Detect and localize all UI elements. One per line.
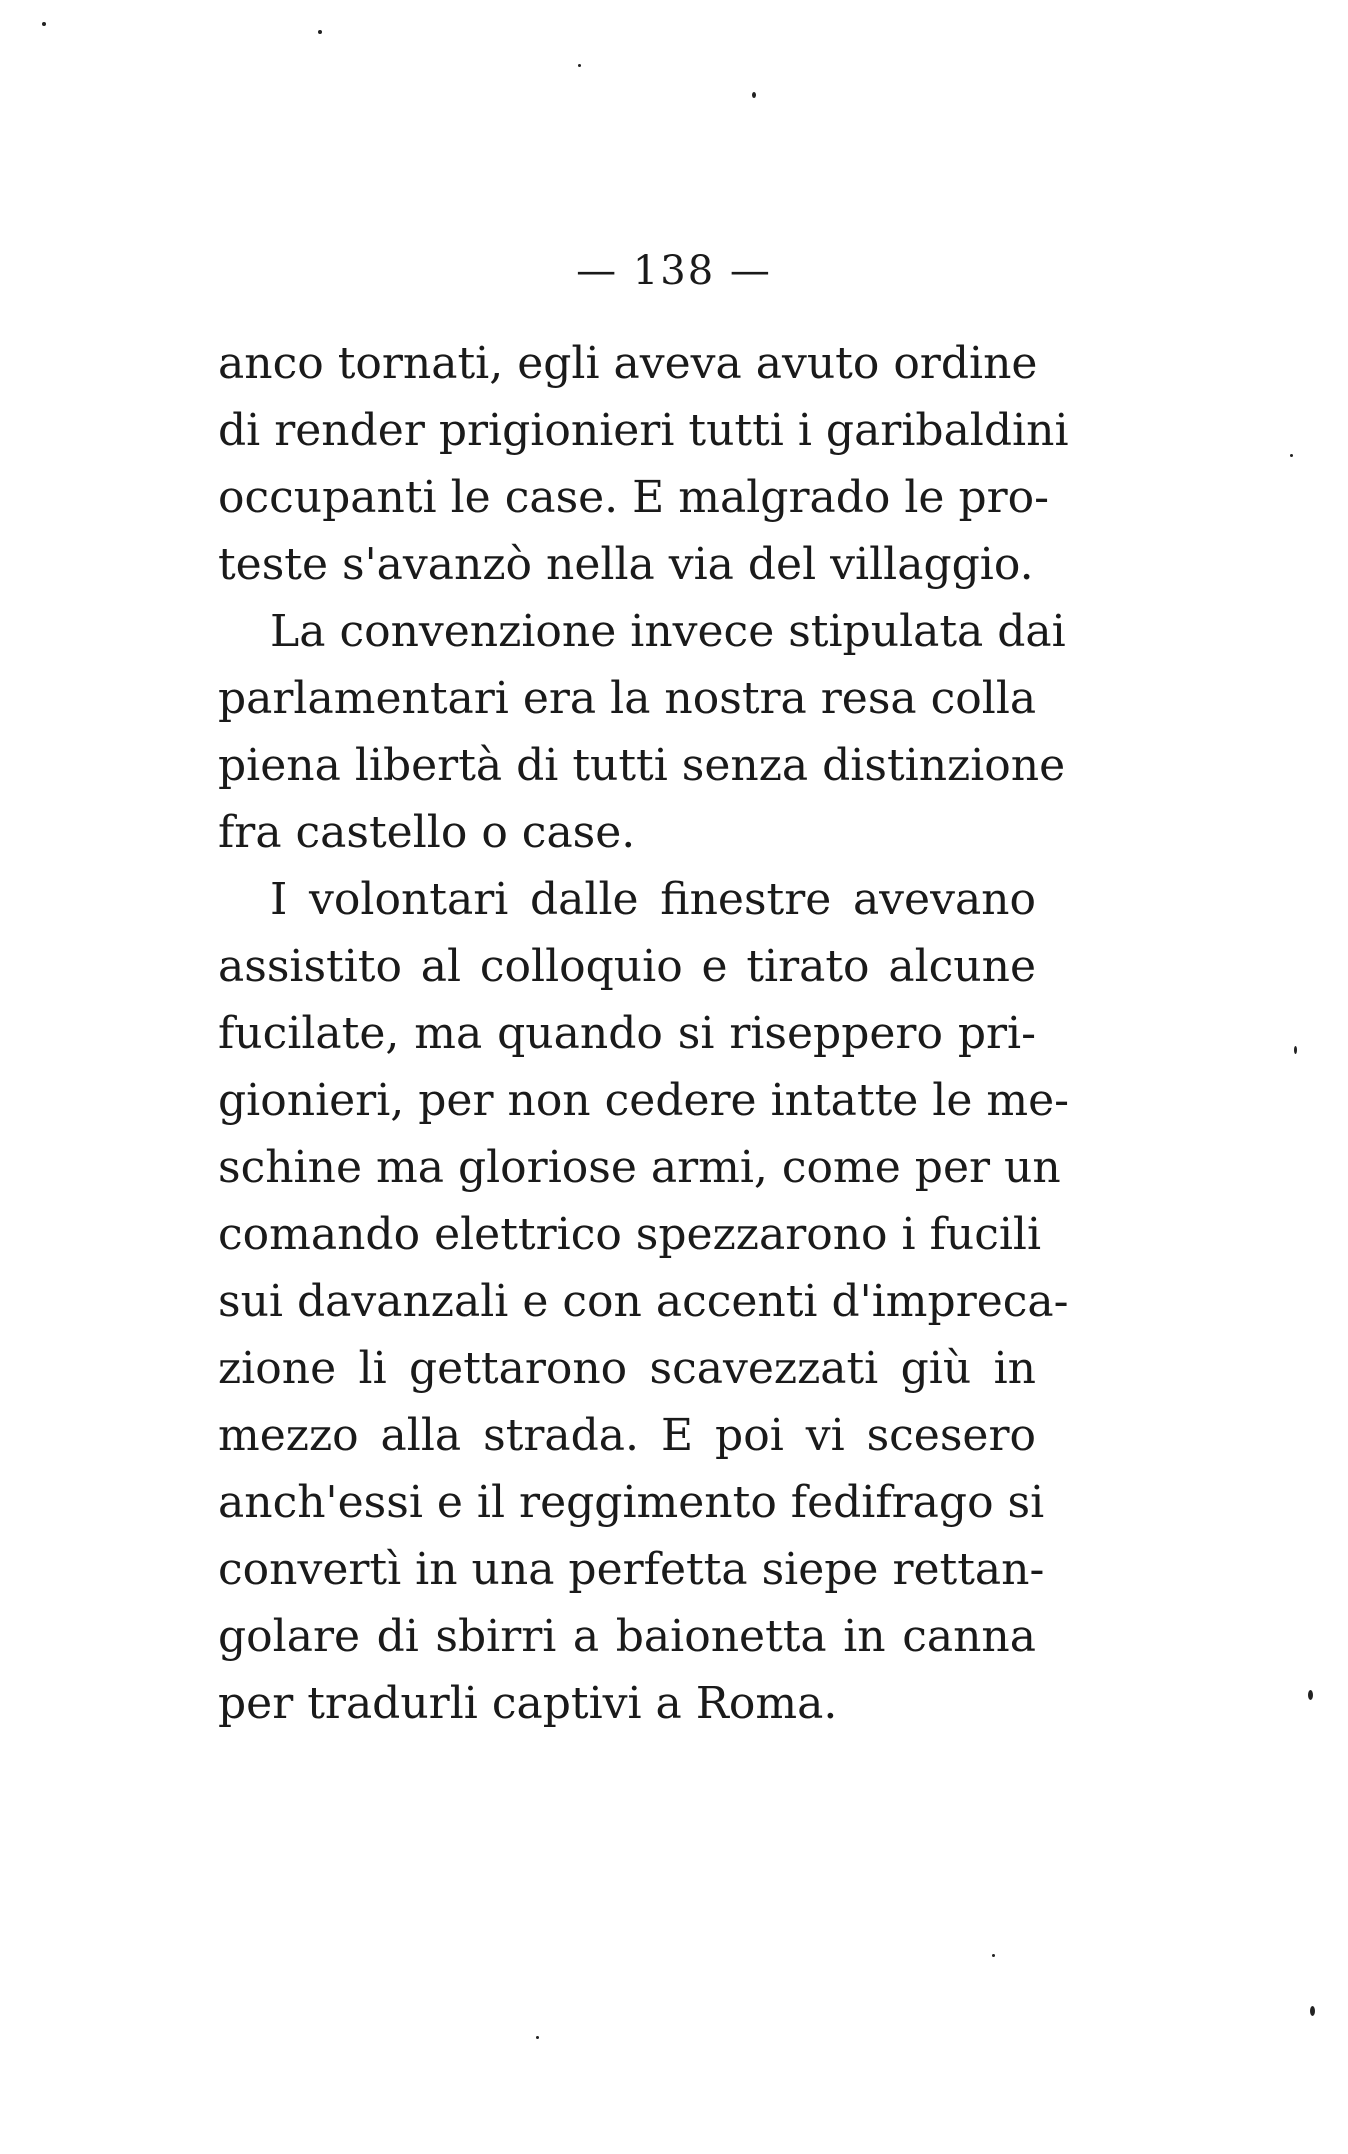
text-line: golare di sbirri a baionetta in canna xyxy=(218,1611,1036,1662)
scan-speck xyxy=(752,92,756,98)
scan-speck xyxy=(1290,454,1293,457)
text-line: anch'essi e il reggimento fedifrago si xyxy=(218,1477,1045,1528)
body-text xyxy=(218,330,1070,1737)
page-number: — 138 — xyxy=(576,248,772,294)
text-line: sui davanzali e con accenti d'impreca- xyxy=(218,1276,1069,1327)
text-line: occupanti le case. E malgrado le pro- xyxy=(218,472,1050,523)
text-line: zione li gettarono scavezzati giù in xyxy=(218,1343,1036,1394)
text-line: convertì in una perfetta siepe rettan- xyxy=(218,1544,1045,1595)
text-line: piena libertà di tutti senza distinzione xyxy=(218,740,1066,791)
text-line: comando elettrico spezzarono i fucili xyxy=(218,1209,1042,1260)
scan-speck xyxy=(992,1954,995,1957)
text-line: mezzo alla strada. E poi vi scesero xyxy=(218,1410,1036,1461)
text-line: di render prigionieri tutti i garibaldini xyxy=(218,405,1069,456)
text-line: parlamentari era la nostra resa colla xyxy=(218,673,1037,724)
text-line: assistito al colloquio e tirato alcune xyxy=(218,941,1036,992)
scan-speck xyxy=(536,2036,539,2039)
text-line: La convenzione invece stipulata dai xyxy=(270,606,1066,657)
text-line: teste s'avanzò nella via del villaggio. xyxy=(218,539,1034,590)
text-line: schine ma gloriose armi, come per un xyxy=(218,1142,1061,1193)
text-line: fucilate, ma quando si riseppero pri- xyxy=(218,1008,1036,1059)
text-line: per tradurli captivi a Roma. xyxy=(218,1678,838,1729)
text-line: gionieri, per non cedere intatte le me- xyxy=(218,1075,1070,1126)
scan-speck xyxy=(1310,2006,1315,2016)
text-line: fra castello o case. xyxy=(218,807,636,858)
scan-speck xyxy=(578,64,581,67)
scan-speck xyxy=(1308,1690,1313,1700)
scan-speck xyxy=(318,30,322,34)
scan-speck xyxy=(1294,1046,1297,1054)
scan-speck xyxy=(42,22,46,26)
text-line: anco tornati, egli aveva avuto ordine xyxy=(218,338,1038,389)
text-line: I volontari dalle finestre avevano xyxy=(270,874,1036,925)
